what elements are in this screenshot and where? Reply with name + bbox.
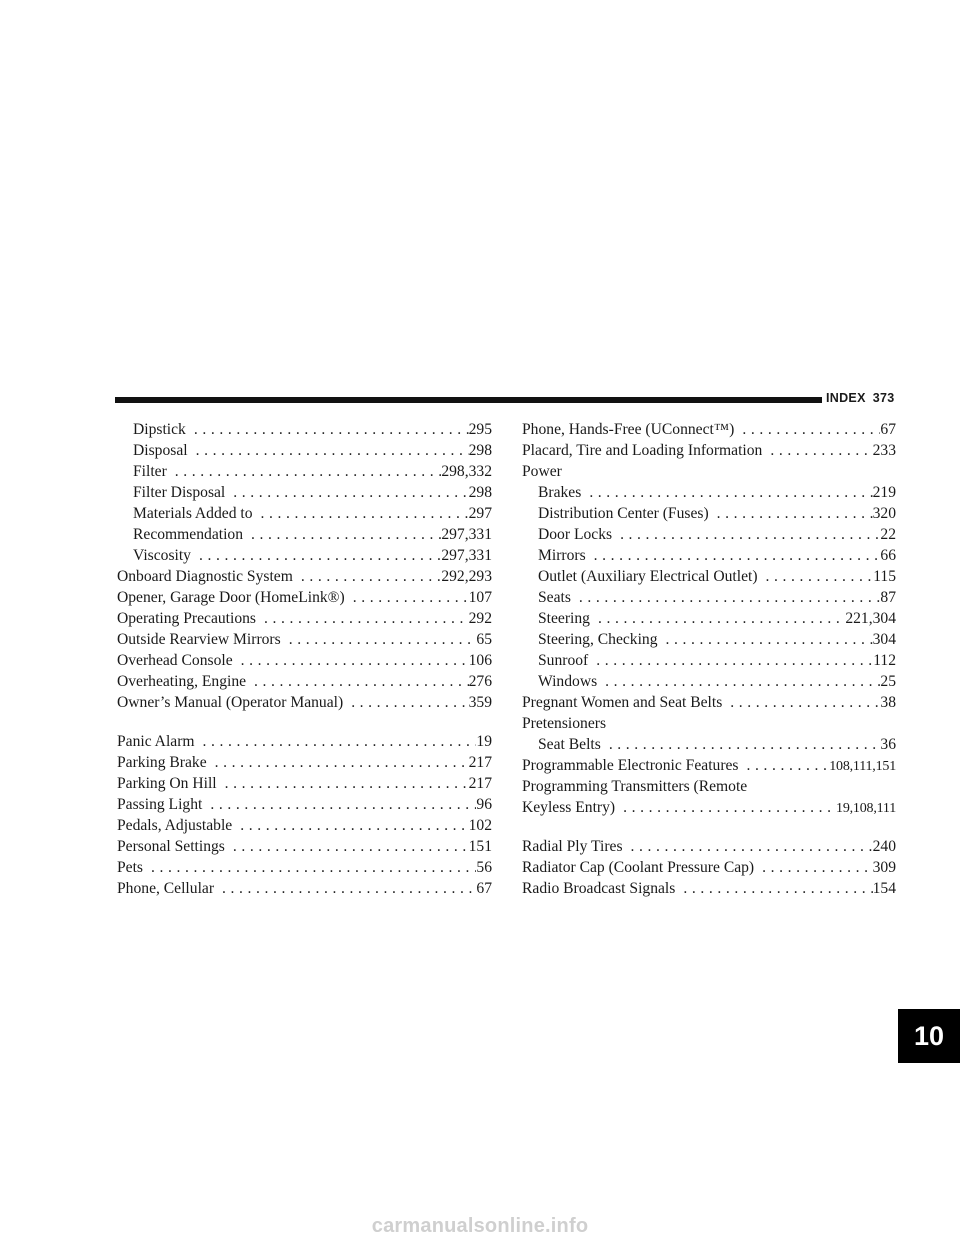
index-entry: [522, 587, 896, 608]
dot-leader: [762, 440, 872, 461]
dot-leader: [612, 524, 880, 545]
index-entry: [117, 752, 492, 773]
index-entry: [522, 671, 896, 692]
index-entry: [117, 692, 492, 713]
index-entry-label: Keyless Entry): [522, 799, 616, 816]
index-entry-page: 96: [476, 796, 492, 813]
index-entry-label: Viscosity: [133, 547, 191, 564]
dot-leader: [343, 692, 468, 713]
index-entry-label: Pretensioners: [522, 715, 607, 732]
index-entry: [522, 461, 896, 482]
index-entry-page: 65: [476, 631, 492, 648]
dot-leader: [345, 587, 469, 608]
index-entry-page: 320: [872, 505, 896, 522]
dot-leader: [217, 773, 469, 794]
index-entry: [522, 713, 896, 734]
index-entry-label: Outlet (Auxiliary Electrical Outlet): [538, 568, 758, 585]
dot-leader: [233, 650, 469, 671]
index-entry-label: Seat Belts: [538, 736, 601, 753]
index-entry-page: 217: [468, 775, 492, 792]
watermark: carmanualsonline.info: [371, 1215, 589, 1237]
dot-leader: [615, 797, 836, 818]
index-entry: [522, 503, 896, 524]
index-entry-page: 297,331: [441, 526, 492, 543]
index-entry-label: Sunroof: [538, 652, 589, 669]
dot-leader: [202, 794, 476, 815]
dot-leader: [188, 440, 469, 461]
dot-leader: [586, 545, 881, 566]
index-entry-label: Opener, Garage Door (HomeLink®): [117, 589, 345, 606]
dot-leader: [709, 503, 873, 524]
dot-leader: [195, 731, 477, 752]
index-entry-label: Brakes: [538, 484, 582, 501]
index-entry-label: Phone, Hands-Free (UConnect™): [522, 421, 735, 438]
index-entry: [522, 419, 896, 440]
index-entry-page: 107: [468, 589, 492, 606]
index-entry-page: 217: [468, 754, 492, 771]
header-section: INDEX: [826, 391, 866, 405]
index-entry-page: 276: [468, 673, 492, 690]
index-column-left: [117, 419, 492, 899]
index-entry-label: Overhead Console: [117, 652, 233, 669]
index-entry-label: Parking On Hill: [117, 775, 217, 792]
index-entry: [117, 419, 492, 440]
index-entry-page: 297: [468, 505, 492, 522]
index-entry: [522, 692, 896, 713]
dot-leader: [225, 482, 468, 503]
index-entry-label: Pregnant Women and Seat Belts: [522, 694, 723, 711]
index-entry: [117, 566, 492, 587]
dot-leader: [734, 419, 880, 440]
index-entry-label: Overheating, Engine: [117, 673, 247, 690]
index-entry-label: Passing Light: [117, 796, 203, 813]
index-entry-page: 298,332: [441, 463, 492, 480]
index-entry-page: 87: [880, 589, 896, 606]
index-entry: [117, 878, 492, 899]
index-entry: [117, 608, 492, 629]
index-entry: [117, 731, 492, 752]
index-entry-label: Phone, Cellular: [117, 880, 215, 897]
index-entry-page: 108,111,151: [829, 759, 896, 774]
chapter-tab: [898, 1009, 960, 1063]
index-entry-page: 38: [880, 694, 896, 711]
index-entry-label: Operating Precautions: [117, 610, 257, 627]
index-entry-label: Filter: [133, 463, 167, 480]
index-entry: [117, 773, 492, 794]
index-entry-page: 240: [872, 838, 896, 855]
dot-leader: [191, 545, 441, 566]
index-entry-label: Programming Transmitters (Remote: [522, 778, 748, 795]
index-entry-label: Radio Broadcast Signals: [522, 880, 676, 897]
index-entry-page: 25: [880, 673, 896, 690]
index-entry-label: Materials Added to: [133, 505, 253, 522]
index-entry: [522, 755, 896, 776]
index-entry-label: Mirrors: [538, 547, 586, 564]
index-entry-label: Parking Brake: [117, 754, 207, 771]
index-entry-page: 292: [468, 610, 492, 627]
header-page-number: 373: [872, 391, 895, 405]
index-entry: [522, 836, 896, 857]
dot-leader: [597, 671, 880, 692]
dot-leader: [758, 566, 874, 587]
index-entry-page: 297,331: [441, 547, 492, 564]
index-entry-page: 66: [880, 547, 896, 564]
index-entry-label: Filter Disposal: [133, 484, 226, 501]
index-entry-label: Door Locks: [538, 526, 613, 543]
index-entry-label: Seats: [538, 589, 571, 606]
index-entry: [117, 836, 492, 857]
index-entry-page: 36: [880, 736, 896, 753]
index-entry-label: Onboard Diagnostic System: [117, 568, 293, 585]
dot-leader: [739, 755, 830, 776]
dot-leader: [253, 503, 469, 524]
index-entry: [522, 734, 896, 755]
index-entry: [522, 608, 896, 629]
index-entry-page: 221,304: [845, 610, 896, 627]
index-entry-page: 304: [872, 631, 896, 648]
index-entry-page: 233: [872, 442, 896, 459]
dot-leader: [167, 461, 442, 482]
index-entry-page: 22: [880, 526, 896, 543]
index-entry-page: 295: [468, 421, 492, 438]
index-entry-label: Placard, Tire and Loading Information: [522, 442, 763, 459]
index-entry-page: 115: [873, 568, 896, 585]
index-entry: [117, 545, 492, 566]
dot-leader: [232, 815, 468, 836]
index-entry: [522, 482, 896, 503]
dot-leader: [214, 878, 476, 899]
dot-leader: [293, 566, 441, 587]
dot-leader: [590, 608, 845, 629]
dot-leader: [675, 878, 872, 899]
index-entry: [522, 545, 896, 566]
dot-leader: [225, 836, 469, 857]
index-entry-page: 292,293: [441, 568, 492, 585]
dot-leader: [722, 692, 880, 713]
index-entry-label: Disposal: [133, 442, 188, 459]
chapter-tab-label: 10: [913, 1020, 945, 1051]
index-entry-page: 102: [468, 817, 492, 834]
index-entry-label: Distribution Center (Fuses): [538, 505, 709, 522]
running-header: [826, 391, 894, 405]
header-rule: [115, 397, 822, 403]
dot-leader: [581, 482, 872, 503]
dot-leader: [623, 836, 873, 857]
index-entry-page: 67: [476, 880, 492, 897]
index-entry-label: Panic Alarm: [117, 733, 195, 750]
index-entry: [117, 857, 492, 878]
index-entry: [117, 794, 492, 815]
index-entry: [522, 878, 896, 899]
index-entry: [117, 482, 492, 503]
dot-leader: [571, 587, 880, 608]
index-entry: [522, 440, 896, 461]
index-entry-label: Power: [522, 463, 562, 480]
index-entry-page: 56: [476, 859, 492, 876]
dot-leader: [588, 650, 873, 671]
index-entry-label: Pedals, Adjustable: [117, 817, 233, 834]
index-entry-page: 298: [468, 442, 492, 459]
index-entry: [117, 671, 492, 692]
index-entry: [522, 566, 896, 587]
index-entry-label: Outside Rearview Mirrors: [117, 631, 281, 648]
index-entry-page: 151: [468, 838, 492, 855]
index-entry-page: 112: [873, 652, 896, 669]
index-entry-page: 67: [880, 421, 896, 438]
index-entry: [117, 629, 492, 650]
index-entry-page: 154: [872, 880, 896, 897]
index-entry-label: Windows: [538, 673, 598, 690]
index-entry: [522, 776, 896, 797]
index-entry: [117, 503, 492, 524]
index-entry: [522, 857, 896, 878]
index-entry: [117, 587, 492, 608]
dot-leader: [246, 671, 469, 692]
dot-leader: [186, 419, 469, 440]
dot-leader: [207, 752, 469, 773]
index-entry-page: 298: [468, 484, 492, 501]
index-entry-label: Steering, Checking: [538, 631, 658, 648]
index-entry-label: Radiator Cap (Coolant Pressure Cap): [522, 859, 755, 876]
index-entry-page: 309: [872, 859, 896, 876]
index-entry: [117, 461, 492, 482]
dot-leader: [601, 734, 881, 755]
index-entry-page: 19: [476, 733, 492, 750]
index-column-right: [522, 419, 896, 899]
dot-leader: [243, 524, 441, 545]
index-entry-page: 219: [872, 484, 896, 501]
index-entry-label: Pets: [117, 859, 143, 876]
index-entry: [117, 440, 492, 461]
index-entry: [522, 650, 896, 671]
index-entry-label: Radial Ply Tires: [522, 838, 623, 855]
index-entry: [117, 650, 492, 671]
dot-leader: [658, 629, 873, 650]
dot-leader: [256, 608, 469, 629]
index-entry: [117, 815, 492, 836]
index-entry-page: 106: [468, 652, 492, 669]
index-entry-label: Steering: [538, 610, 590, 627]
index-entry-label: Programmable Electronic Features: [522, 757, 739, 774]
dot-leader: [143, 857, 476, 878]
index-entry: [117, 524, 492, 545]
index-entry: [522, 629, 896, 650]
index-entry-label: Personal Settings: [117, 838, 225, 855]
index-entry-label: Owner’s Manual (Operator Manual): [117, 694, 344, 711]
index-entry-label: Dipstick: [133, 421, 186, 438]
index-entry: [522, 524, 896, 545]
index-entry-label: Recommendation: [133, 526, 243, 543]
index-entry: [522, 797, 896, 818]
dot-leader: [754, 857, 872, 878]
dot-leader: [281, 629, 477, 650]
index-entry-page: 359: [468, 694, 492, 711]
index-entry-page: 19,108,111: [836, 801, 896, 816]
